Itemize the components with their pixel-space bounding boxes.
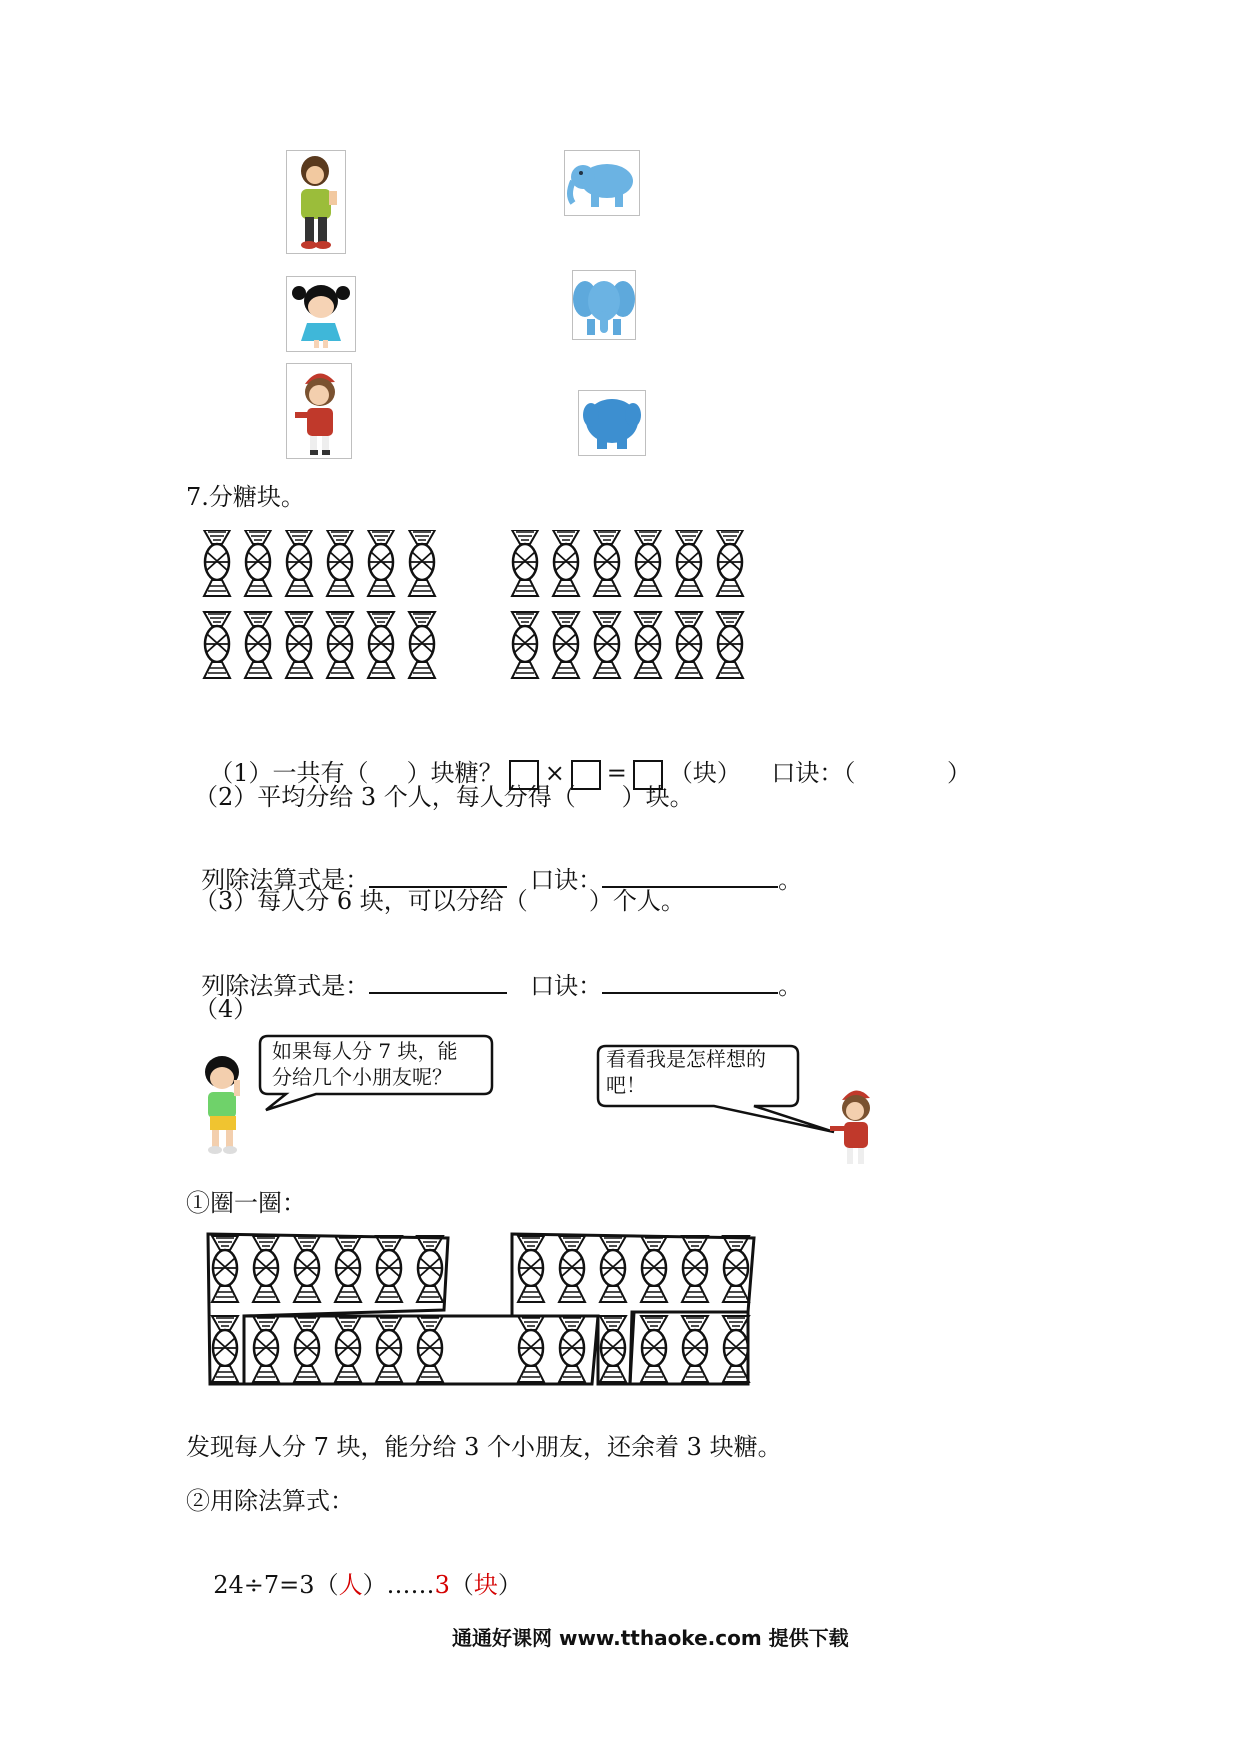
candy-icon — [409, 530, 435, 596]
elephant-side-icon — [565, 151, 639, 215]
candy-icon — [512, 612, 538, 678]
candy-icon — [717, 530, 743, 596]
boy-picture — [286, 150, 346, 254]
koujue-label: 口诀：（ — [771, 759, 856, 787]
santa-girl-picture — [286, 363, 352, 459]
elephant-back-picture — [578, 390, 646, 456]
candy-icon — [559, 1316, 585, 1382]
candy-icon — [294, 1236, 320, 1302]
circle-task-label: ①圈一圈： — [186, 1189, 306, 1217]
speech-bubble-left-text: 如果每人分 7 块，能 分给几个小朋友呢？ — [272, 1039, 458, 1089]
boy-figure-icon — [287, 151, 345, 253]
elephant-front-picture — [572, 270, 636, 340]
formula-remainder: 3 — [434, 1571, 450, 1599]
elephant-back-icon — [579, 391, 645, 455]
question-7-title: 7.分糖块。 — [186, 483, 305, 511]
part-1-prefix: （1）一共有（ ）块糖？ — [209, 759, 503, 787]
candy-icon — [245, 530, 271, 596]
part-1-line — [194, 728, 971, 790]
candy-icon — [286, 530, 312, 596]
boy-speaker-icon — [188, 1050, 258, 1160]
girl-picture — [286, 276, 356, 352]
candy-icon — [376, 1236, 402, 1302]
period: 。 — [778, 972, 803, 1000]
candy-icon — [518, 1236, 544, 1302]
circle-outline-3 — [512, 1234, 754, 1384]
candy-icon — [409, 612, 435, 678]
candy-icon — [723, 1316, 749, 1382]
candy-icon — [327, 530, 353, 596]
candy-icon — [294, 1316, 320, 1382]
candy-icon — [518, 1316, 544, 1382]
candy-icon — [559, 1236, 585, 1302]
candy-icon — [368, 530, 394, 596]
koujue-answer-blank[interactable] — [602, 864, 778, 888]
formula-close-paren: ） — [497, 1571, 522, 1599]
candy-icon — [512, 530, 538, 596]
candy-icon — [723, 1236, 749, 1302]
candy-icon — [553, 530, 579, 596]
period: 。 — [778, 866, 803, 894]
elephant-front-icon — [573, 271, 635, 339]
koujue-answer-blank-2[interactable] — [602, 970, 778, 994]
candy-icon — [335, 1236, 361, 1302]
candy-icon — [594, 612, 620, 678]
candy-icon — [600, 1316, 626, 1382]
candy-icon — [417, 1316, 443, 1382]
equals-sign: = — [606, 759, 627, 787]
division-answer-blank[interactable] — [369, 864, 507, 888]
part-3-line: （3）每人分 6 块，可以分给（ ）个人。 — [194, 887, 685, 915]
candy-icon — [676, 612, 702, 678]
candy-icon — [253, 1316, 279, 1382]
candy-icon — [368, 612, 394, 678]
candy-icon — [327, 612, 353, 678]
candy-icon — [286, 612, 312, 678]
finding-sentence: 发现每人分 7 块，能分给 3 个小朋友，还余着 3 块糖。 — [186, 1433, 782, 1461]
candy-icon — [641, 1316, 667, 1382]
candy-icon — [682, 1236, 708, 1302]
elephant-side-picture — [564, 150, 640, 216]
division-answer-blank-2[interactable] — [369, 970, 507, 994]
candy-icon — [600, 1236, 626, 1302]
division-label: 列除法算式是： — [201, 866, 370, 894]
candy-icon — [641, 1236, 667, 1302]
candy-icon — [417, 1236, 443, 1302]
candy-icon — [335, 1316, 361, 1382]
part-4-label: （4） — [194, 995, 258, 1023]
part-2-line: （2）平均分给 3 个人，每人分得（ ）块。 — [194, 783, 694, 811]
santa-girl-figure-icon — [287, 364, 351, 458]
candy-grid — [200, 530, 800, 710]
candy-icon — [204, 530, 230, 596]
formula-expression: 24÷7=3（ — [213, 1571, 339, 1599]
division-line-b — [186, 940, 802, 1001]
candy-icon — [676, 530, 702, 596]
candy-icon — [682, 1316, 708, 1382]
koujue-close: ） — [946, 759, 971, 787]
formula-label: ②用除法算式： — [186, 1487, 354, 1515]
footer-credit: 通通好课网 www.tthaoke.com 提供下载 — [452, 1626, 849, 1650]
candy-icon — [635, 530, 661, 596]
formula-open-paren: （ — [449, 1571, 474, 1599]
formula-middle: ）…… — [362, 1571, 435, 1599]
candy-icon — [204, 612, 230, 678]
unit-label: （块） — [668, 759, 741, 787]
candy-icon — [717, 612, 743, 678]
koujue-label-3: 口诀： — [530, 972, 603, 1000]
candy-icon — [594, 530, 620, 596]
koujue-label-2: 口诀： — [530, 866, 603, 894]
division-label: 列除法算式是： — [201, 972, 370, 1000]
candy-icon — [376, 1316, 402, 1382]
santa-girl-speaker-icon — [826, 1082, 886, 1172]
girl-figure-icon — [287, 277, 355, 351]
candy-icon — [253, 1236, 279, 1302]
speech-bubble-right-text: 看看我是怎样想的 吧！ — [606, 1047, 766, 1097]
division-formula — [198, 1540, 522, 1600]
circled-candy-grid — [200, 1232, 760, 1412]
formula-unit-people: 人 — [338, 1571, 363, 1599]
candy-icon — [212, 1316, 238, 1382]
formula-unit-pieces: 块 — [473, 1571, 498, 1599]
candy-icon — [245, 612, 271, 678]
candy-icon — [212, 1236, 238, 1302]
candy-icon — [635, 612, 661, 678]
candy-icon — [553, 612, 579, 678]
times-sign: × — [544, 759, 565, 787]
